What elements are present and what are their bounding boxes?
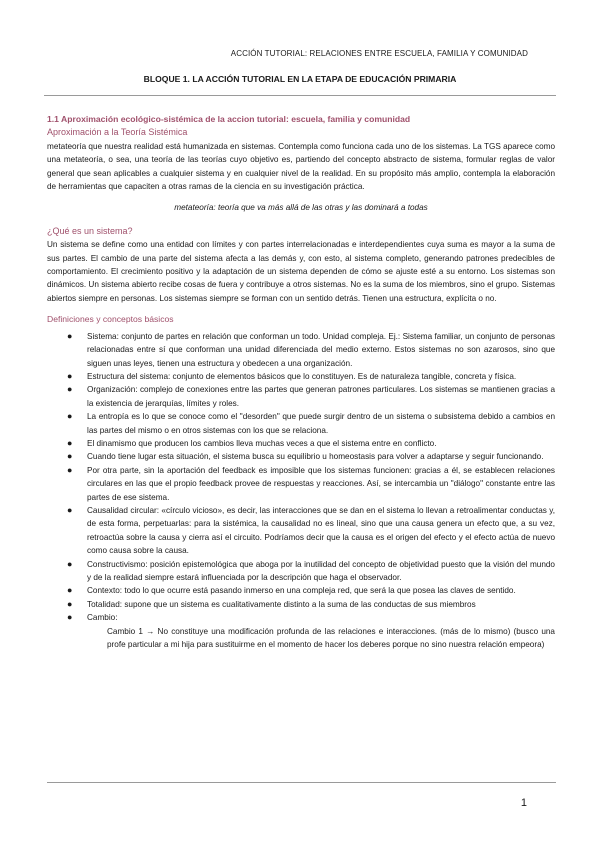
definitions-list (47, 330, 555, 652)
list-item (67, 584, 555, 597)
definitions-title: Definiciones y conceptos básicos (47, 314, 174, 325)
list-item (67, 504, 555, 558)
list-item-text: Por otra parte, sin la aportación del feedback es imposible que los sistemas funcionen: gracias a él, se establecen relaciones circulares en las que el propio feedback provee de respuestas y reacciones. Así, se intercambia un "diálogo" constante entre las partes de ese sistema. (87, 465, 555, 502)
list-item-text: Totalidad: supone que un sistema es cualitativamente distinto a la suma de las conductas de sus miembros (87, 599, 476, 609)
cambio-detail: Cambio 1 → No constituye una modificación profunda de las relaciones e interacciones. (más de lo mismo) (busco una profe particular a mi hija para sustituirme en el momento de hacer los deberes porque no sino nuestra relación empeora) (107, 626, 555, 650)
bullet-icon: ● (67, 464, 73, 475)
metateoria-quote: metateoría: teoría que va más allá de las otras y las dominará a todas (174, 203, 428, 213)
question-title: ¿Qué es un sistema? (47, 225, 133, 236)
header-divider (44, 95, 556, 96)
bullet-icon: ● (67, 370, 73, 381)
list-item-text: Contexto: todo lo que ocurre está pasando inmerso en una compleja red, que será la que posea las claves de sentido. (87, 586, 516, 596)
list-item (67, 330, 555, 370)
list-item (67, 464, 555, 504)
list-item-text: Cuando tiene lugar esta situación, el sistema busca su equilibrio u homeostasis para volver a adaptarse y seguir funcionando. (87, 452, 544, 462)
subsection-title: Aproximación a la Teoría Sistémica (47, 127, 188, 138)
list-item (67, 437, 555, 450)
bullet-icon: ● (67, 330, 73, 341)
list-item-text: Constructivismo: posición epistemológica que aboga por la inutilidad del concepto de objetividad puesto que la visión del mundo y de la realidad siempre estará influenciada por la descripción que haga el observador. (87, 559, 555, 582)
bullet-icon: ● (67, 384, 73, 395)
list-item-text: Organización: complejo de conexiones entre las partes que generan patrones particulares. Los sistemas se mantienen gracias a la existencia de jerarquías, límites y roles. (87, 385, 555, 408)
running-header: ACCIÓN TUTORIAL: RELACIONES ENTRE ESCUELA, FAMILIA Y COMUNIDAD (230, 49, 528, 58)
list-item (67, 558, 555, 585)
system-paragraph: Un sistema se define como una entidad con límites y con partes interrelacionadas e interdependientes cuya suma es mayor a la suma de sus partes. El cambio de una parte del sistema afecta a las demás y, con esto, al sistema completo, generando patrones predecibles de comportamiento. El crecimiento positivo y la adaptación de un sistema dependen de cómo se ajuste esté a su entorno. Los sistemas son dinámicos. Un sistema abierto recibe cosas de fuera y contribuye a otros sistemas. No es la suma de los miembros, sino el grupo. Sistemas abiertos siempre en personas. Los sistemas siempre se forman con un sentido detrás. Tienen una estructura, explícita o no. (47, 240, 555, 303)
section-title: 1.1 Aproximación ecológico-sistémica de la accion tutorial: escuela, familia y comunidad (47, 114, 411, 124)
list-item (67, 450, 555, 463)
list-item (67, 598, 555, 611)
document-body (47, 113, 555, 651)
list-item-text: Sistema: conjunto de partes en relación que conforman un todo. Unidad compleja. Ej.: Sistema familiar, un conjunto de personas relacionadas entre sí que conforman una unidad diferenciada del medio externo. Estos sistemas no son azarosos, sino que siguen unas leyes, tienen una estructura y obedecen a una organización. (87, 331, 555, 368)
bullet-icon: ● (67, 612, 73, 623)
intro-paragraph: metateoría que nuestra realidad está humanizada en sistemas. Contempla como funciona cada uno de los sistemas. La TGS aparece como una metateoría, o sea, una teoría de las teorías cuyo objetivo es, partiendo del concepto abstracto de sistema, formular reglas de valor general que sean aplicables a cualquier sistema y en cualquier nivel de la realidad. En su propósito más amplio, contempla la elaboración de herramientas que capaciten a otras ramas de la ciencia en su investigación práctica. (47, 141, 555, 192)
page-number: 1 (520, 797, 527, 809)
footer-divider (47, 782, 556, 783)
bullet-icon: ● (67, 585, 73, 596)
list-item (67, 383, 555, 410)
list-item-text: La entropía es lo que se conoce como el "desorden" que puede surgir dentro de un sistema o subsistema debido a cambios en las partes del mismo o en otros sistemas con los que se relaciona. (87, 412, 555, 435)
bloque-title: BLOQUE 1. LA ACCIÓN TUTORIAL EN LA ETAPA DE EDUCACIÓN PRIMARIA (143, 74, 457, 84)
list-item (67, 410, 555, 437)
list-item (67, 370, 555, 383)
list-item-text: Cambio: (87, 613, 118, 623)
list-item-text: Estructura del sistema: conjunto de elementos básicos que lo constituyen. Es de naturaleza tangible, concreta y física. (87, 371, 517, 381)
bullet-icon: ● (67, 451, 73, 462)
list-item (67, 611, 555, 651)
bullet-icon: ● (67, 411, 73, 422)
bullet-icon: ● (67, 558, 73, 569)
bullet-icon: ● (67, 598, 73, 609)
bullet-icon: ● (67, 437, 73, 448)
list-item-text: El dinamismo que producen los cambios lleva muchas veces a que el sistema entre en conflicto. (87, 438, 437, 448)
bullet-icon: ● (67, 504, 73, 515)
list-item-text: Causalidad circular: «círculo vicioso», es decir, las interacciones que se dan en el sistema lo llevan a retroalimentar conductas y, de esta forma, perpetuarlas: para la sistémica, la causalidad no es lineal, sino que una causa genera un efecto que, a su vez, retroactúa sobre la causa y cierra así el circuito. Podríamos decir que la causa es el origen del efecto y el efecto actúa de nuevo como causa sobre la causa. (87, 505, 555, 556)
